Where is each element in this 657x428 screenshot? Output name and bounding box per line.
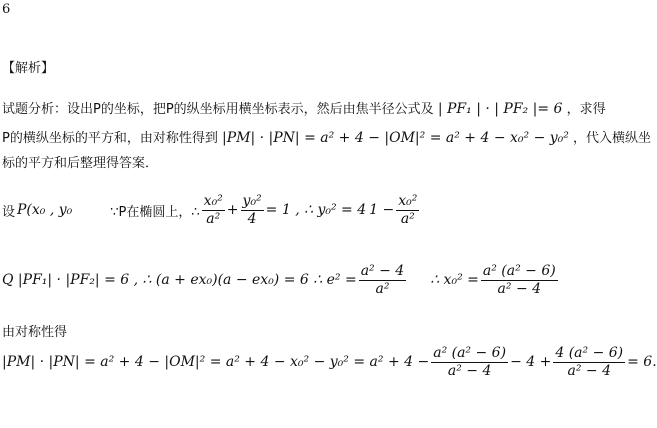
fraction-denominator: 4: [247, 210, 257, 227]
question-number: 6: [2, 2, 11, 17]
fraction-denominator: a² − 4: [567, 362, 611, 379]
point-p: P(x₀ , y₀: [17, 202, 73, 218]
step-3-left: |PM| · |PN| = a² + 4 − |OM|² = a² + 4 − x₀² − y₀² = a² + 4 −: [2, 354, 430, 370]
fraction-numerator: 4 (a² − 6): [555, 344, 624, 361]
fraction-numerator: y₀²: [242, 192, 262, 209]
fraction-y-over-4: [241, 193, 264, 228]
fraction-numerator: x₀²: [203, 192, 223, 209]
analysis-line-1: [2, 98, 606, 117]
symmetry-formula: |PM| · |PN| = a² + 4 − |OM|² = a² + 4 − x₀² − y₀²: [221, 130, 569, 146]
fraction-2: [553, 345, 625, 380]
fraction-denominator: a² − 4: [497, 280, 542, 297]
analysis-line-2: [2, 127, 651, 146]
symmetry-label: 由对称性得: [2, 325, 68, 340]
step-3-result: = 6.: [627, 354, 657, 370]
ellipse-condition: ∵P在椭圆上，∴: [110, 204, 200, 220]
analysis-line-3: 标的平方和后整理得答案．: [2, 156, 159, 171]
step-2-therefore: ∴ x₀² =: [430, 272, 479, 288]
fraction-e-squared: [359, 263, 407, 298]
fraction-x0-squared: [481, 263, 558, 298]
step-2-left: Q |PF₁| · |PF₂| = 6 , ∴ (a + ex₀)(a − ex₀) = 6 ∴ e² =: [2, 272, 357, 288]
step-3: [2, 340, 657, 384]
ellipse-equation-part-1: = 1 , ∴ y₀² = 4: [265, 202, 367, 218]
fraction-numerator: a² − 4: [360, 262, 405, 279]
step-2: [2, 258, 560, 302]
focal-radius-formula: | PF₁ | · | PF₂ |= 6: [437, 101, 563, 117]
fraction-denominator: a²: [400, 210, 415, 227]
step-1: [2, 188, 421, 232]
section-title: 【解析】: [2, 61, 55, 76]
fraction-x-over-a: [202, 193, 225, 228]
ellipse-equation-part-2: 1 −: [369, 202, 395, 218]
analysis-text-1-end: ，求得: [566, 102, 606, 117]
fraction-denominator: a² − 4: [447, 362, 492, 379]
fraction-denominator: a²: [206, 210, 221, 227]
fraction-x-over-a-2: [396, 193, 419, 228]
analysis-text-1: 试题分析：设出P的坐标，把P的纵坐标用横坐标表示，然后由焦半径公式及: [2, 102, 434, 117]
fraction-numerator: a² (a² − 6): [482, 262, 556, 279]
step-3-middle: − 4 +: [510, 354, 552, 370]
fraction-denominator: a²: [375, 280, 390, 297]
fraction-1: [431, 345, 508, 380]
step-1-prefix: 设: [2, 204, 16, 220]
fraction-numerator: a² (a² − 6): [433, 344, 507, 361]
analysis-text-2: P的横纵坐标的平方和，由对称性得到: [2, 131, 218, 146]
plus-sign: +: [226, 202, 239, 218]
analysis-text-2-end: ，代入横纵坐: [573, 131, 652, 146]
fraction-numerator: x₀²: [398, 192, 418, 209]
